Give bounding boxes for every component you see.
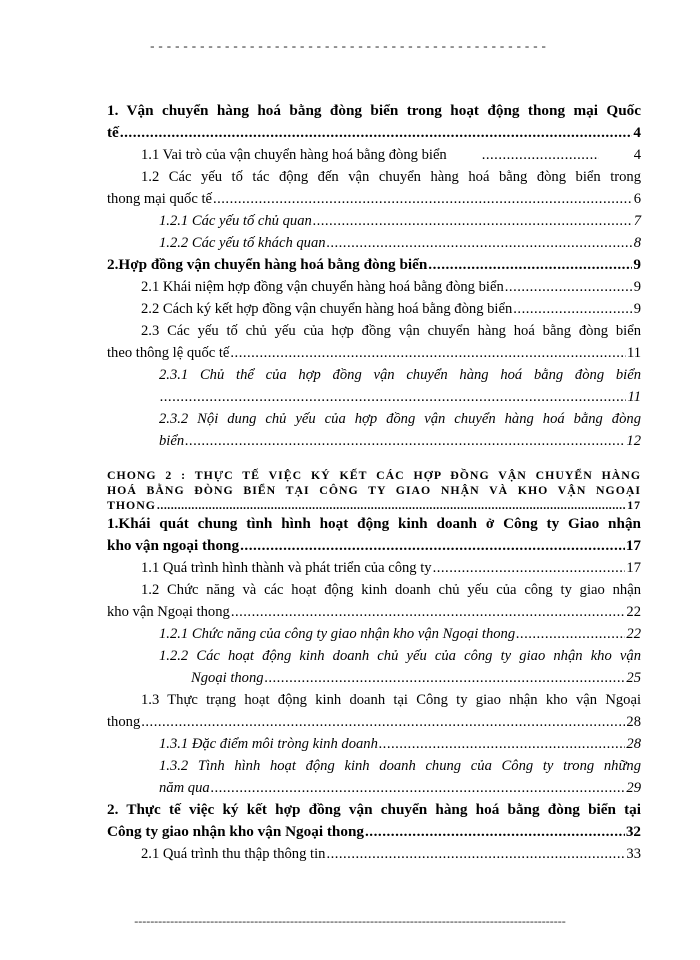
toc-entry-s121[interactable]: 1.2.1 Các yếu tố chủ quan ..... 7 <box>107 210 641 232</box>
toc-entry-s122[interactable]: 1.2.2 Các yếu tố khách quan ..... 8 <box>107 232 641 254</box>
toc-entry-s21[interactable]: 2.1 Khái niệm hợp đồng vận chuyển hàng hoá bằng đòng biển ..... 9 <box>107 276 641 298</box>
toc-entry-c121[interactable]: 1.2.1 Chức năng của công ty giao nhận kho vận Ngoại thong ..... 22 <box>107 623 641 645</box>
toc-entry-s11[interactable]: 1.1 Vai trò của vận chuyển hàng hoá bằng đòng biển ..... 4 <box>107 144 641 166</box>
toc-entry-c13[interactable]: 1.3 Thực trạng hoạt động kinh doanh tại Công ty giao nhận kho vận Ngoại thong ..... 28 <box>107 689 641 733</box>
toc-entry-c131[interactable]: 1.3.1 Đặc điểm môi tròng kinh doanh ..... 28 <box>107 733 641 755</box>
toc-entry-c12[interactable]: 1.2 Chức năng và các hoạt động kinh doanh chủ yếu của công ty giao nhận kho vận Ngoại thong ..... 22 <box>107 579 641 623</box>
toc-entry-s1[interactable]: 1. Vận chuyển hàng hoá bằng đòng biển trong hoạt động thong mại Quốc tế ..... 4 <box>107 100 641 144</box>
toc-chapter-2[interactable]: CHONG 2 : THỰC TẾ VIỆC KÝ KẾT CÁC HỢP ĐỒNG VẬN CHUYỂN HÀNG HOÁ BẰNG ĐÒNG BIỂN TẠI CÔNG TY GIAO NHẬN VÀ KHO VẬN NGOẠI THONG ..... 17 <box>107 468 641 513</box>
toc-entry-c1[interactable]: 1.Khái quát chung tình hình hoạt động kinh doanh ở Công ty Giao nhận kho vận ngoại thong ..... 17 <box>107 513 641 557</box>
bottom-dashed-rule: ------------------------------------------------------------------------------------------------------------ <box>134 914 566 928</box>
toc-entry-c2[interactable]: 2. Thực tế việc ký kết hợp đồng vận chuyển hàng hoá bằng đòng biển tại Công ty giao nhận kho vận Ngoại thong ..... 32 <box>107 799 641 843</box>
toc-entry-c11[interactable]: 1.1 Quá trình hình thành và phát triển của công ty ..... 17 <box>107 557 641 579</box>
toc-entry-s2[interactable]: 2.Hợp đồng vận chuyển hàng hoá bằng đòng biển ..... 9 <box>107 254 641 276</box>
toc-entry-s12[interactable]: 1.2 Các yếu tố tác động đến vận chuyển hàng hoá bằng đòng biển trong thong mại quốc tế ..... 6 <box>107 166 641 210</box>
toc-entry-c21[interactable]: 2.1 Quá trình thu thập thông tin ..... 33 <box>107 843 641 865</box>
toc-entry-c122[interactable]: 1.2.2 Các hoạt động kinh doanh chủ yếu của công ty giao nhận kho vận Ngoại thong ..... 25 <box>107 645 641 689</box>
toc-entry-s231[interactable]: 2.3.1 Chủ thể của hợp đồng vận chuyển hàng hoá bằng đòng biển ..... 11 <box>107 364 641 408</box>
toc-entry-c132[interactable]: 1.3.2 Tình hình hoạt động kinh doanh chung của Công ty trong những năm qua ..... 29 <box>107 755 641 799</box>
toc-entry-s22[interactable]: 2.2 Cách ký kết hợp đồng vận chuyển hàng hoá bằng đòng biển ..... 9 <box>107 298 641 320</box>
table-of-contents <box>107 100 641 865</box>
top-dashed-rule: ------------------------------------------------ <box>150 38 550 53</box>
toc-entry-s232[interactable]: 2.3.2 Nội dung chủ yếu của hợp đồng vận chuyển hàng hoá bằng đòng biển ..... 12 <box>107 408 641 452</box>
toc-entry-s23[interactable]: 2.3 Các yếu tố chủ yếu của hợp đồng vận chuyển hàng hoá bằng đòng biển theo thông lệ quốc tế ..... 11 <box>107 320 641 364</box>
